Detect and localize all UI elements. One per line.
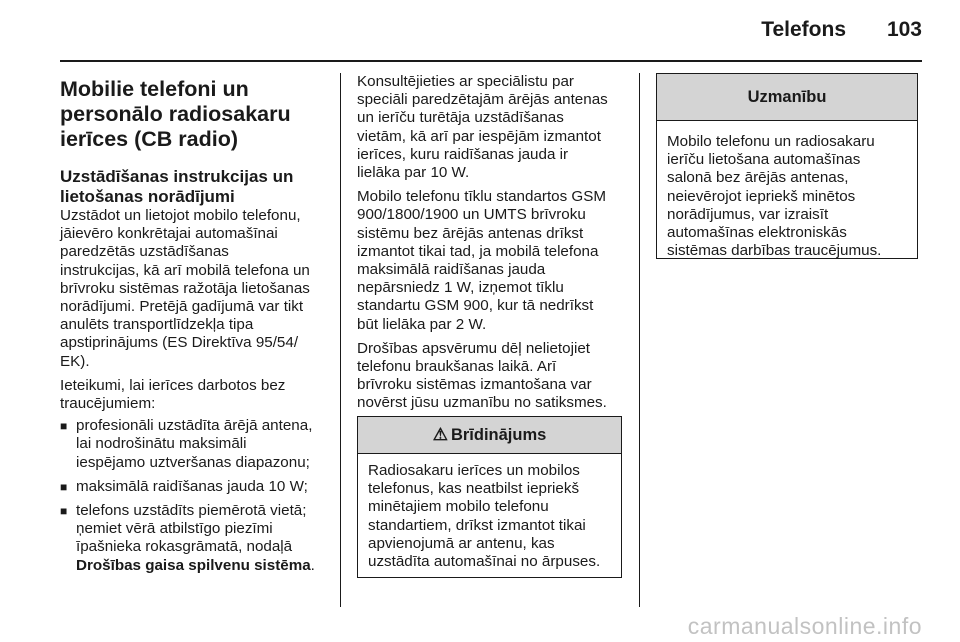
page-header-title: Telefons	[761, 18, 846, 41]
watermark: carmanualsonline.info	[687, 613, 922, 639]
paragraph-recommendations: Ieteikumi, lai ierīces darbotos bez traucējumiem:	[60, 376, 286, 413]
caution-box	[656, 73, 918, 259]
bullet-icon: ■	[60, 479, 68, 494]
column-2	[357, 73, 627, 413]
column-divider-1	[340, 73, 341, 607]
caution-text: Mobilo telefonu un radiosakaru ierīču lietošana automašīnas salonā bez ārējās antenas, neievērojot iepriekš minētos norādījumus, var izraisīt automašīnas elektroniskās sistēmas darbības traucējumus.	[667, 133, 882, 260]
column-divider-2	[639, 73, 640, 607]
page-header	[60, 18, 922, 48]
column-1	[60, 73, 330, 581]
warning-title: Brīdinājums	[450, 425, 547, 444]
paragraph-consult: Konsultējieties ar speciālistu par speciāli paredzētajām ārējās antenas un ierīču turētāja uzstādīšanas vietām, kā arī par iespējām izmantot ierīces, kuru raidīšanas jauda ir lielāka par 10 W.	[357, 73, 608, 182]
paragraph-installation: Uzstādot un lietojot mobilo telefonu, jāievēro konkrētajai automašīnai paredzētās uzstādīšanas instrukcijas, kā arī mobilā telefona un brīvroku sistēmas ražotāja lietošanas norādījumi. Pretējā gadījumā var tikt anulēts transportlīdzekļa tipa apstiprinājums (ES Direktīva 95/54/ EK).	[60, 207, 310, 370]
header-divider	[60, 60, 922, 62]
paragraph-gsm-standards: Mobilo telefonu tīklu standartos GSM 900/1800/1900 un UMTS brīvroku sistēmu bez ārējās antenas drīkst izmantot tikai tad, ja mobilā telefona maksimālā raidīšanas jauda nepārsniedz 1 W, izņemot tīklu standartu GSM 900, kur tā nedrīkst būt lielāka par 2 W.	[357, 188, 607, 333]
list-item: ■ maksimālā raidīšanas jauda 10 W;	[60, 477, 308, 495]
bullet-icon: ■	[60, 504, 68, 519]
paragraph-safety: Drošības apsvērumu dēļ nelietojiet telefonu braukšanas laikā. Arī brīvroku sistēmas izmantošana var novērst jūsu uzmanību no satiksmes.	[357, 339, 607, 412]
warning-icon: ⚠	[432, 425, 448, 444]
warning-text: Radiosakaru ierīces un mobilos telefonus, kas neatbilst iepriekš minētajiem mobilo telefonu standartiem, drīkst izmantot tikai apvienojumā ar antenu, kas uzstādīta automašīnai no ārpuses.	[368, 462, 601, 571]
section-reference: Drošības gaisa spilvenu sistēma	[76, 556, 311, 574]
bullet-icon: ■	[60, 419, 68, 434]
page-number: 103	[886, 18, 922, 41]
section-title: Mobilie telefoni un personālo radiosakaru ierīces (CB radio)	[60, 77, 291, 151]
list-item: ■ profesionāli uzstādīta ārējā antena, lai nodrošinātu maksimāli iespējamo uztveršanas diapazonu;	[60, 417, 313, 471]
warning-box	[357, 416, 622, 578]
recommendation-list	[60, 417, 330, 575]
warning-header	[358, 417, 621, 454]
caution-header: Uzmanību	[657, 74, 917, 121]
list-item: ■ telefons uzstādīts piemērotā vietā; ņemiet vērā atbilstīgo piezīmi īpašnieka rokasgrāmatā, nodaļā Drošības gaisa spilvenu sistēma.	[60, 502, 315, 574]
subsection-title: Uzstādīšanas instrukcijas un lietošanas norādījumi	[60, 167, 294, 206]
